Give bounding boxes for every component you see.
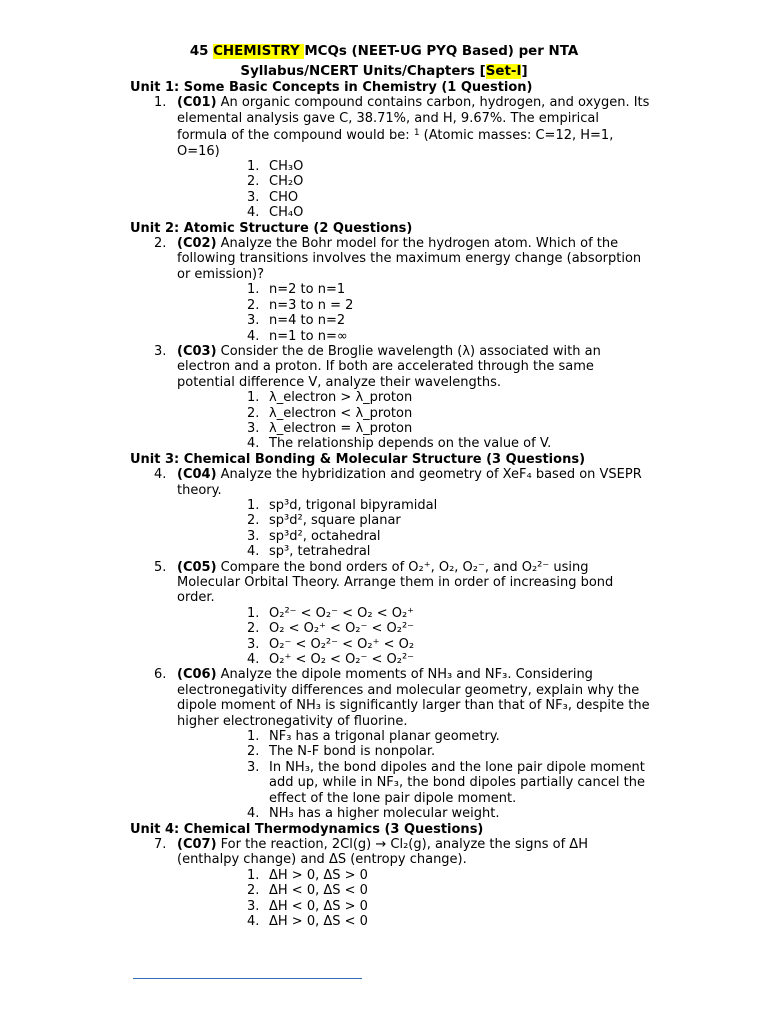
option-text: In NH₃, the bond dipoles and the lone pair dipole moment add up, while in NF₃, the bond dipoles partially cancel the effect of the lone pair dipole moment.	[269, 759, 645, 806]
question-number: 6.	[154, 667, 167, 683]
option-text: n=2 to n=1	[269, 282, 346, 298]
option-text: O₂ < O₂⁺ < O₂⁻ < O₂²⁻	[269, 621, 415, 637]
option-item	[130, 498, 650, 513]
question	[130, 236, 650, 282]
question-number: 2.	[154, 236, 167, 252]
option-item	[130, 421, 650, 436]
option-item	[130, 282, 650, 297]
options-list	[130, 390, 650, 452]
option-text: CH₄O	[269, 205, 304, 221]
option-item	[130, 390, 650, 405]
option-number: 4.	[247, 544, 260, 560]
option-item	[130, 899, 650, 914]
question-number: 3.	[154, 343, 167, 359]
option-item	[130, 760, 650, 806]
option-number: 2.	[247, 513, 260, 529]
option-item	[130, 529, 650, 544]
question	[130, 344, 650, 390]
option-number: 1.	[247, 497, 260, 513]
option-number: 2.	[247, 883, 260, 899]
title-highlight-set: Set-I	[485, 64, 522, 79]
question-id: (C01)	[177, 95, 217, 111]
unit-heading: Unit 4: Chemical Thermodynamics (3 Questions)	[130, 821, 484, 837]
question-text: For the reaction, 2Cl(g) → Cl₂(g), analyze the signs of ΔH (enthalpy change) and ΔS (entropy change).	[177, 836, 588, 868]
option-text: The N-F bond is nonpolar.	[269, 744, 436, 760]
option-number: 4.	[247, 806, 260, 822]
question-text: Analyze the Bohr model for the hydrogen atom. Which of the following transitions involves the maximum energy change (absorption or emission)?	[177, 236, 642, 282]
question	[130, 667, 650, 729]
question-id: (C07)	[177, 836, 217, 852]
question-id: (C04)	[177, 467, 217, 483]
option-text: n=1 to n=∞	[269, 328, 348, 344]
question-id: (C05)	[177, 559, 217, 575]
option-text: NH₃ has a higher molecular weight.	[269, 806, 500, 822]
option-item	[130, 513, 650, 528]
option-number: 2.	[247, 621, 260, 637]
option-number: 3.	[247, 420, 260, 436]
option-number: 4.	[247, 436, 260, 452]
option-text: O₂²⁻ < O₂⁻ < O₂ < O₂⁺	[269, 605, 415, 621]
option-number: 1.	[247, 605, 260, 621]
option-text: CHO	[269, 189, 299, 205]
title-middle: MCQs (NEET-UG PYQ Based) per NTA	[304, 44, 579, 59]
option-number: 2.	[247, 744, 260, 760]
question	[130, 95, 650, 159]
options-list	[130, 606, 650, 668]
option-text: sp³, tetrahedral	[269, 544, 371, 560]
option-item	[130, 637, 650, 652]
question-number: 4.	[154, 467, 167, 483]
option-item	[130, 329, 650, 344]
option-text: CH₃O	[269, 159, 304, 175]
option-number: 1.	[247, 159, 260, 175]
option-number: 1.	[247, 867, 260, 883]
options-list	[130, 282, 650, 344]
option-item	[130, 159, 650, 174]
options-list	[130, 498, 650, 560]
option-item	[130, 883, 650, 898]
option-number: 3.	[247, 189, 260, 205]
question-text: An organic compound contains carbon, hydrogen, and oxygen. Its elemental analysis gave C, 38.71%, and H, 9.67%. The empirical formula of the compound would be:	[177, 95, 650, 144]
question-id: (C03)	[177, 343, 217, 359]
options-list	[130, 159, 650, 221]
option-text: O₂⁺ < O₂ < O₂⁻ < O₂²⁻	[269, 652, 415, 668]
option-item	[130, 406, 650, 421]
option-item	[130, 436, 650, 451]
unit-heading: Unit 3: Chemical Bonding & Molecular Structure (3 Questions)	[130, 451, 586, 467]
option-text: ΔH < 0, ΔS < 0	[269, 883, 368, 899]
option-text: sp³d², octahedral	[269, 528, 381, 544]
option-item	[130, 298, 650, 313]
option-text: λ_electron < λ_proton	[269, 405, 413, 421]
option-text: ΔH > 0, ΔS > 0	[269, 867, 368, 883]
question-text-continued: (Atomic masses: C=12, H=1, O=16)	[177, 128, 614, 159]
option-text: λ_electron = λ_proton	[269, 420, 413, 436]
option-text: λ_electron > λ_proton	[269, 390, 413, 406]
option-item	[130, 544, 650, 559]
option-text: ΔH < 0, ΔS > 0	[269, 898, 368, 914]
question-list	[130, 80, 650, 929]
option-text: n=3 to n = 2	[269, 297, 354, 313]
option-number: 2.	[247, 174, 260, 190]
option-item	[130, 914, 650, 929]
question-text: Analyze the hybridization and geometry of XeF₄ based on VSEPR theory.	[177, 467, 642, 498]
option-text: O₂⁻ < O₂²⁻ < O₂⁺ < O₂	[269, 636, 415, 652]
options-list	[130, 868, 650, 930]
question-number: 5.	[154, 559, 167, 575]
question	[130, 560, 650, 606]
option-item	[130, 868, 650, 883]
question-id: (C06)	[177, 667, 217, 683]
option-item	[130, 313, 650, 328]
question-id: (C02)	[177, 236, 217, 252]
question-number: 1.	[154, 95, 167, 111]
option-item	[130, 174, 650, 189]
option-number: 4.	[247, 913, 260, 929]
title-line2-prefix: Syllabus/NCERT Units/Chapters [	[240, 64, 486, 79]
title-highlight-chemistry: CHEMISTRY	[213, 44, 305, 59]
question	[130, 467, 650, 498]
option-number: 4.	[247, 652, 260, 668]
option-text: n=4 to n=2	[269, 313, 346, 329]
option-number: 3.	[247, 528, 260, 544]
option-number: 1.	[247, 282, 260, 298]
option-number: 1.	[247, 390, 260, 406]
option-number: 2.	[247, 405, 260, 421]
option-number: 2.	[247, 297, 260, 313]
title-prefix: 45	[189, 44, 214, 59]
title-line2-suffix: ]	[521, 64, 528, 79]
option-item	[130, 190, 650, 205]
option-number: 3.	[247, 898, 260, 914]
option-number: 1.	[247, 729, 260, 745]
option-number: 3.	[247, 313, 260, 329]
document-title	[130, 42, 638, 82]
option-text: ΔH > 0, ΔS < 0	[269, 913, 368, 929]
options-list	[130, 729, 650, 821]
option-number: 4.	[247, 205, 260, 221]
option-text: sp³d, trigonal bipyramidal	[269, 497, 438, 513]
option-number: 3.	[247, 759, 260, 775]
option-text: sp³d², square planar	[269, 513, 401, 529]
option-number: 3.	[247, 636, 260, 652]
unit-heading: Unit 1: Some Basic Concepts in Chemistry (1 Question)	[130, 80, 533, 95]
option-item	[130, 806, 650, 821]
option-item	[130, 744, 650, 759]
option-text: CH₂O	[269, 174, 304, 190]
question-text: Compare the bond orders of O₂⁺, O₂, O₂⁻, and O₂²⁻ using Molecular Orbital Theory. Arrange them in order of increasing bond order.	[177, 559, 614, 606]
option-item	[130, 729, 650, 744]
footnote-reference[interactable]: 1	[413, 128, 420, 139]
option-text: NF₃ has a trigonal planar geometry.	[269, 729, 500, 745]
question-text: Analyze the dipole moments of NH₃ and NF₃. Considering electronegativity differences and molecular geometry, explain why the dipole moment of NH₃ is significantly larger than that of NF₃, despite the higher electronegativity of fluorine.	[177, 667, 650, 729]
option-item	[130, 652, 650, 667]
question-text: Consider the de Broglie wavelength (λ) associated with an electron and a proton. If both are accelerated through the same potential difference V, analyze their wavelengths.	[177, 343, 601, 390]
option-item	[130, 606, 650, 621]
option-item	[130, 205, 650, 220]
unit-heading: Unit 2: Atomic Structure (2 Questions)	[130, 220, 413, 236]
option-text: The relationship depends on the value of V.	[269, 436, 552, 452]
question-number: 7.	[154, 836, 167, 852]
option-item	[130, 621, 650, 636]
footnote-separator	[133, 978, 362, 979]
question	[130, 837, 650, 868]
option-number: 4.	[247, 328, 260, 344]
